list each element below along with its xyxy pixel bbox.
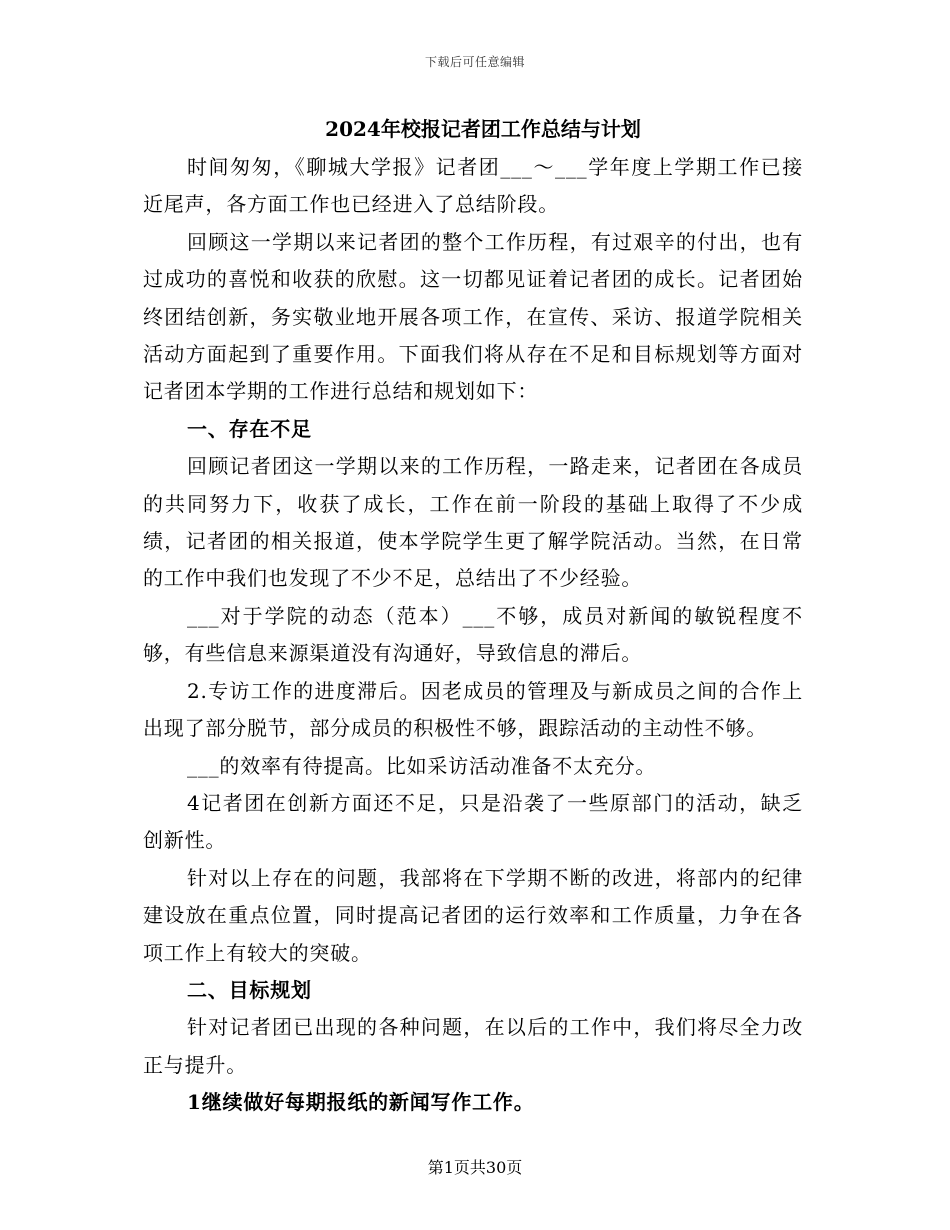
document-title: 2024年校报记者团工作总结与计划 [325, 117, 641, 141]
document-body [143, 111, 803, 1122]
paragraph-shortcoming-3: ___的效率有待提高。比如采访活动准备不太充分。 [187, 753, 657, 778]
paragraph-shortcoming-2: 2.专访工作的进度滞后。因老成员的管理及与新成员之间的合作上出现了部分脱节，部分成员的积极性不够，跟踪活动的主动性不够。 [143, 678, 803, 741]
paragraph-shortcoming-4: 4记者团在创新方面还不足，只是沿袭了一些原部门的活动，缺乏创新性。 [143, 790, 803, 853]
paragraph-intro: 时间匆匆，《聊城大学报》记者团___～___学年度上学期工作已接近尾声，各方面工作也已经进入了总结阶段。 [143, 155, 803, 217]
goal-item-1: 1继续做好每期报纸的新闻写作工作。 [187, 1090, 535, 1115]
section-heading-shortcomings: 一、存在不足 [187, 416, 312, 441]
paragraph-shortcoming-1: ___对于学院的动态（范本）___不够，成员对新闻的敏锐程度不够，有些信息来源渠道没有沟通好，导致信息的滞后。 [143, 603, 803, 666]
paragraph-goals-intro: 针对记者团已出现的各种问题，在以后的工作中，我们将尽全力改正与提升。 [143, 1015, 803, 1077]
paragraph-improvement: 针对以上存在的问题，我部将在下学期不断的改进，将部内的纪律建设放在重点位置，同时提高记者团的运行效率和工作质量，力争在各项工作上有较大的突破。 [143, 865, 803, 965]
section-heading-goals: 二、目标规划 [187, 977, 312, 1002]
header-note: 下载后可任意编辑 [424, 55, 525, 69]
paragraph-shortcomings-overview: 回顾记者团这一学期以来的工作历程，一路走来，记者团在各成员的共同努力下，收获了成长，工作在前一阶段的基础上取得了不少成绩，记者团的相关报道，使本学院学生更了解学院活动。当然，在日常的工作中我们也发现了不少不足，总结出了不少经验。 [143, 454, 803, 591]
paragraph-review: 回顾这一学期以来记者团的整个工作历程，有过艰辛的付出，也有过成功的喜悦和收获的欣慰。这一切都见证着记者团的成长。记者团始终团结创新，务实敬业地开展各项工作，在宣传、采访、报道学院相关活动方面起到了重要作用。下面我们将从存在不足和目标规划等方面对记者团本学期的工作进行总结和规划如下： [143, 229, 803, 404]
page-footer: 第1页共30页 [427, 1158, 523, 1177]
